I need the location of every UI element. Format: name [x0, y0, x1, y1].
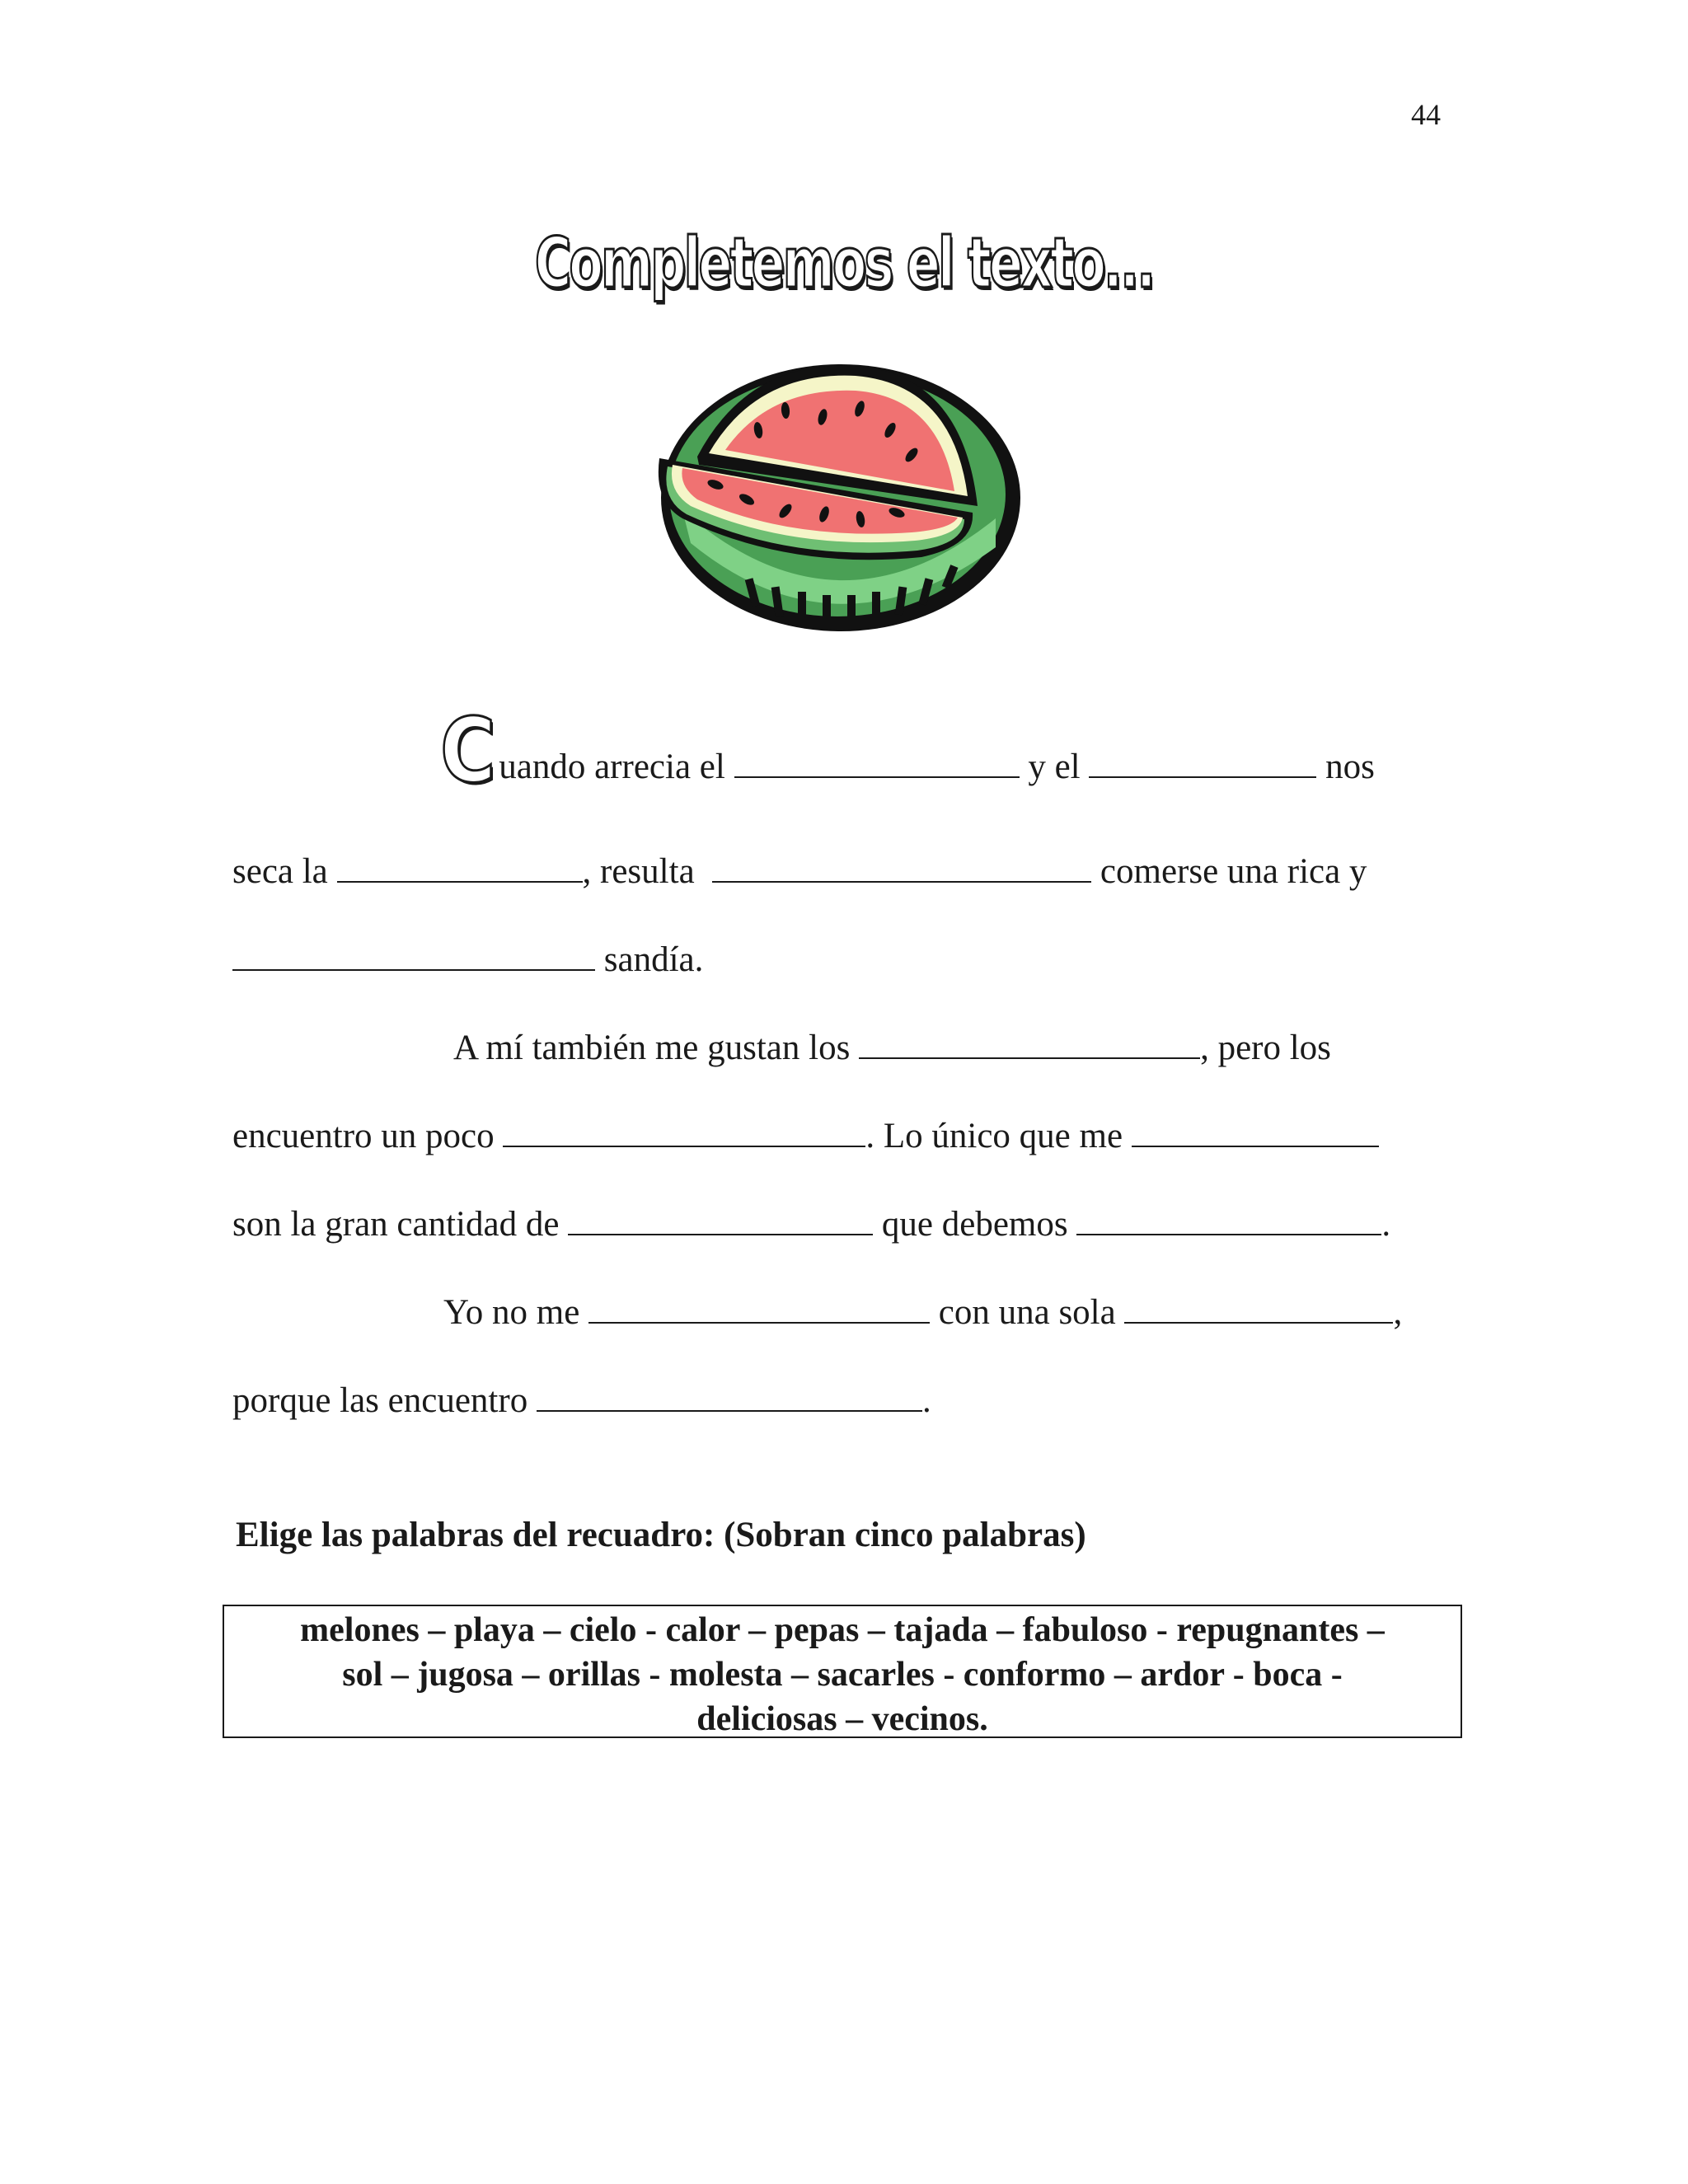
- blank-line: [1124, 1315, 1393, 1324]
- passage-line: [232, 1118, 1379, 1154]
- word-bank-line: sol – jugosa – orillas - molesta – sacarles - conformo – ardor - boca -: [342, 1656, 1343, 1694]
- page-title: Completemos el texto...: [534, 223, 1154, 303]
- word-bank-line: deliciosas – vecinos.: [696, 1700, 988, 1738]
- text-segment: .: [1381, 1205, 1391, 1244]
- text-segment: con una sola: [938, 1293, 1116, 1332]
- text-segment: y el: [1028, 748, 1081, 786]
- blank-line: [712, 874, 1091, 883]
- text-segment: que debemos: [881, 1205, 1068, 1244]
- blank-line: [232, 963, 595, 971]
- text-segment: sandía.: [603, 940, 704, 979]
- blank-line: [859, 1051, 1200, 1059]
- passage-line: [232, 1207, 1390, 1242]
- blank-line: [568, 1227, 873, 1235]
- blank-line: [337, 874, 583, 883]
- passage-line: [232, 942, 703, 977]
- passage-line: [232, 1383, 931, 1418]
- text-segment: seca la: [232, 852, 328, 891]
- passage-line: [453, 1030, 1331, 1066]
- watermelon-illustration: [649, 349, 1029, 638]
- text-segment: nos: [1325, 748, 1375, 786]
- text-segment: porque las encuentro: [232, 1381, 528, 1420]
- text-segment: , pero los: [1200, 1029, 1331, 1067]
- drop-cap: C: [440, 700, 496, 803]
- text-segment: . Lo único que me: [865, 1117, 1123, 1155]
- blank-line: [588, 1315, 930, 1324]
- word-bank-line: melones – playa – cielo - calor – pepas – tajada – fabuloso - repugnantes –: [300, 1611, 1385, 1649]
- text-segment: son la gran cantidad de: [232, 1205, 560, 1244]
- text-segment: A mí también me gustan los: [453, 1029, 851, 1067]
- text-segment: ,: [1393, 1293, 1403, 1332]
- page-number: 44: [1411, 98, 1441, 131]
- blank-line: [1076, 1227, 1381, 1235]
- blank-line: [503, 1139, 865, 1147]
- passage-line: [232, 854, 1367, 889]
- blank-line: [537, 1404, 922, 1412]
- blank-line: [1089, 770, 1316, 778]
- instruction-text: Elige las palabras del recuadro: (Sobran cinco palabras): [236, 1516, 1086, 1554]
- blank-line: [1132, 1139, 1379, 1147]
- text-segment: , resulta: [582, 852, 695, 891]
- text-segment: Yo no me: [443, 1293, 580, 1332]
- text-segment: comerse una rica y: [1100, 852, 1367, 891]
- text-segment: .: [921, 1381, 931, 1420]
- word-bank-box: [223, 1605, 1462, 1738]
- passage-line: [443, 1295, 1402, 1330]
- text-segment: uando arrecia el: [499, 748, 725, 786]
- text-segment: encuentro un poco: [232, 1117, 495, 1155]
- passage-line: [440, 700, 1375, 803]
- blank-line: [734, 770, 1020, 778]
